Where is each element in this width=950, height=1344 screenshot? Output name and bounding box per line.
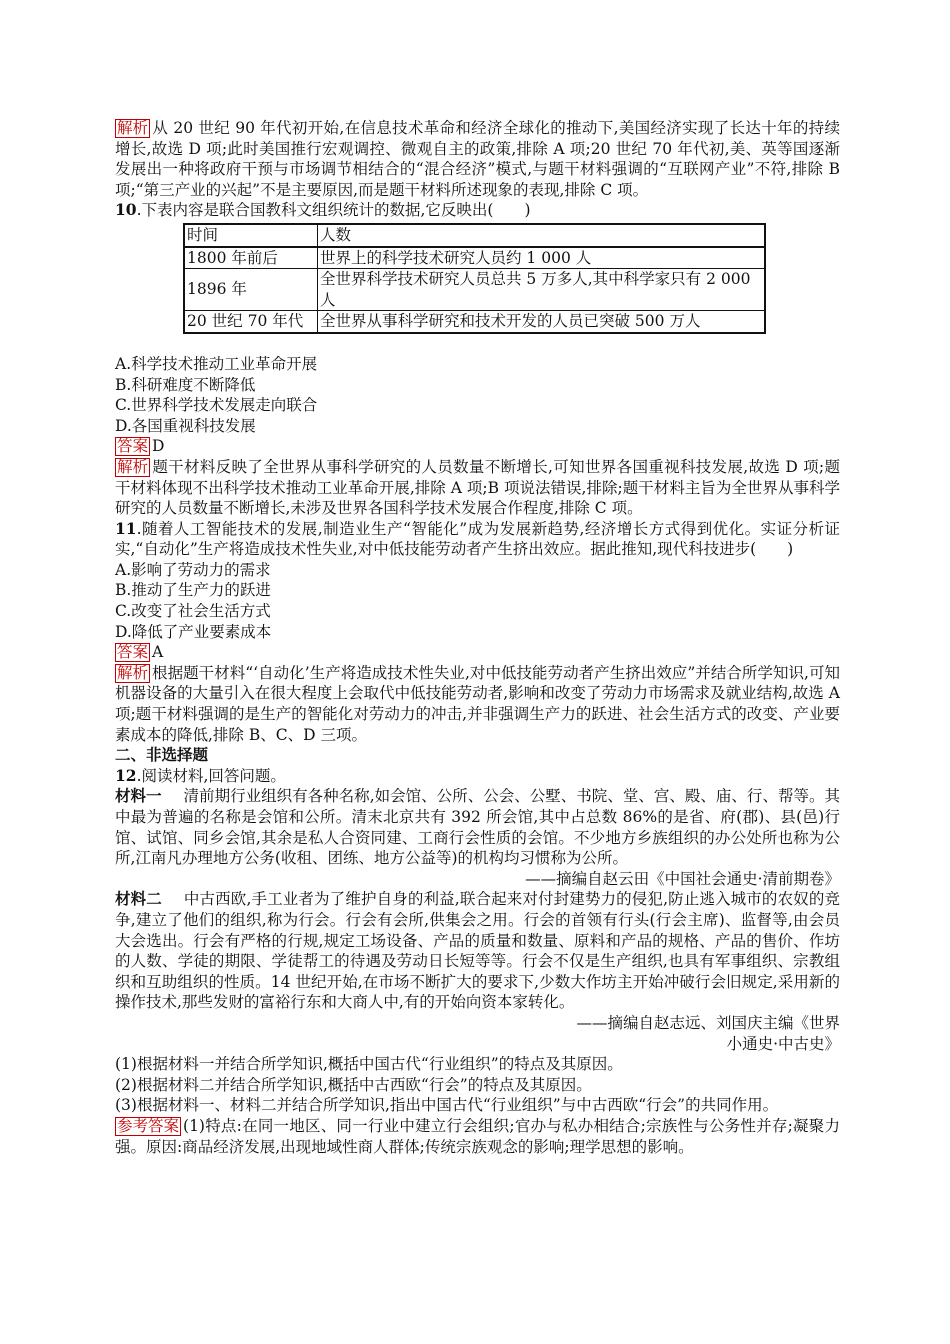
q9-analysis bbox=[115, 118, 840, 200]
q11-analysis bbox=[115, 663, 840, 745]
q12-material1 bbox=[115, 786, 840, 868]
q10-answer-value: D bbox=[152, 437, 165, 456]
table-cell-time: 1800 年前后 bbox=[184, 247, 318, 269]
material1-label: 材料一 bbox=[115, 786, 162, 806]
q11-answer bbox=[115, 642, 840, 663]
section-title: 二、非选择题 bbox=[115, 745, 209, 765]
q11-option-c: C.改变了社会生活方式 bbox=[115, 602, 271, 621]
q10-option-b: B.科研难度不断降低 bbox=[115, 375, 256, 394]
q11-answer-value: A bbox=[152, 643, 164, 662]
material1-source: ——摘编自赵云田《中国社会通史·清前期卷》 bbox=[525, 869, 840, 888]
table-header-count: 人数 bbox=[318, 224, 766, 247]
material1-text: 清前期行业组织有各种名称,如会馆、公所、公会、公墅、书院、堂、宫、殿、庙、行、帮等。其中最为普遍的名称是会馆和公所。清末北京共有 392 所会馆,其中占总数 86%的是省、府(郡)、县(邑)行馆、试馆、同乡会馆,其余是私人合资同建、工商行会性质的会馆。不少地方乡族组织的办公处所也称为公所,江南凡办理地方公务(收租、团练、地方公益等)的机构均习惯称为公所。 bbox=[115, 787, 840, 868]
table-header-time: 时间 bbox=[184, 224, 318, 247]
table-cell-count: 全世界科学技术研究人员总共 5 万多人,其中科学家只有 2 000 人 bbox=[318, 269, 766, 311]
table-cell-count: 全世界从事科学研究和技术开发的人员已突破 500 万人 bbox=[318, 311, 766, 333]
q9-analysis-text: 从 20 世纪 90 年代初开始,在信息技术革命和经济全球化的推动下,美国经济实现了长达十年的持续增长,故选 D 项;此时美国推行宏观调控、微观自主的政策,排除 A 项;20 世纪 70 年代初,美、英等国逐渐发展出一种将政府干预与市场调节相结合的“混合经济”模式,与题干材料强调的“互联网产业”不符,排除 B 项;“第三产业的兴起”不是主要原因,而是题干材料所述现象的表现,排除 C 项。 bbox=[115, 119, 840, 199]
material2-text: 中古西欧,手工业者为了维护自身的利益,联合起来对付封建势力的侵犯,防止逃入城市的农奴的竞争,建立了他们的组织,称为行会。行会有会所,供集会之用。行会的首领有行头(行会主席)、监督等,由会员大会选出。行会有严格的行规,规定工场设备、产品的质量和数量、原料和产品的规格、产品的售价、作坊的人数、学徒的期限、学徒帮工的待遇及劳动日长短等等。行会不仅是生产组织,也具有军事组织、宗教组织和互助组织的性质。14 世纪开始,在市场不断扩大的要求下,少数大作坊主开始冲破行会旧规定,采用新的操作技术,那些发财的富裕行东和大商人中,有的开始向资本家转化。 bbox=[115, 890, 840, 1012]
analysis-tag: 解析 bbox=[117, 119, 149, 137]
q11-option-b: B.推动了生产力的跃进 bbox=[115, 581, 271, 600]
q10-analysis bbox=[115, 457, 840, 519]
table-row bbox=[184, 269, 765, 311]
table-cell-count: 世界上的科学技术研究人员约 1 000 人 bbox=[318, 247, 766, 269]
q10-data-table bbox=[183, 223, 766, 334]
material2-source-line1: ——摘编自赵志远、刘国庆主编《世界 bbox=[576, 1013, 840, 1032]
material2-source-line2: 小通史·中古史》 bbox=[726, 1034, 840, 1053]
answer-tag: 答案 bbox=[117, 437, 149, 456]
q12-question-1: (1)根据材料一并结合所学知识,概括中国古代“行业组织”的特点及其原因。 bbox=[115, 1055, 623, 1074]
q11-option-a: A.影响了劳动力的需求 bbox=[115, 560, 271, 579]
q10-option-d: D.各国重视科技发展 bbox=[115, 416, 256, 435]
q10-option-a: A.科学技术推动工业革命开展 bbox=[115, 354, 318, 373]
q12-reference-answer bbox=[115, 1116, 840, 1157]
q11-number: 11 bbox=[115, 518, 137, 538]
q11-analysis-text: 根据题干材料“‘自动化’生产将造成技术性失业,对中低技能劳动者产生挤出效应”并结合所学知识,可知机器设备的大量引入在很大程度上会取代中低技能劳动者,影响和改变了劳动力市场需求及就业结构,故选 A 项;题干材料强调的是生产的智能化对劳动力的冲击,并非强调生产力的跃进、社会生活方式的改变、产业要素成本的降低,排除 B、C、D 三项。 bbox=[115, 663, 840, 744]
table-row bbox=[184, 311, 765, 333]
analysis-tag: 解析 bbox=[117, 457, 149, 476]
document-page bbox=[115, 118, 840, 1157]
q10-stem-text: .下表内容是联合国教科文组织统计的数据,它反映出( ) bbox=[136, 201, 531, 220]
analysis-tag: 解析 bbox=[117, 663, 149, 682]
q10-stem bbox=[115, 200, 840, 221]
q11-stem bbox=[115, 519, 840, 560]
q12-question-3: (3)根据材料一、材料二并结合所学知识,指出中国古代“行业组织”与中古西欧“行会”的共同作用。 bbox=[115, 1096, 779, 1115]
q10-analysis-text: 题干材料反映了全世界从事科学研究的人员数量不断增长,可知世界各国重视科技发展,故选 D 项;题干材料体现不出科学技术推动工业革命开展,排除 A 项;B 项说法错误,排除;题干材料主旨为全世界从事科学研究的人员数量不断增长,未涉及世界各国科学技术发展合作程度,排除 C 项。 bbox=[115, 457, 840, 518]
q10-option-c: C.世界科学技术发展走向联合 bbox=[115, 396, 318, 415]
table-row bbox=[184, 247, 765, 269]
table-header-row bbox=[184, 224, 765, 247]
answer-tag: 答案 bbox=[117, 643, 149, 662]
reference-answer-text: (1)特点:在同一地区、同一行业中建立行会组织;官办与私办相结合;宗族性与公务性并存;凝聚力强。原因:商品经济发展,出现地域性商人群体;传统宗族观念的影响;理学思想的影响。 bbox=[115, 1116, 840, 1156]
q12-stem bbox=[115, 766, 840, 787]
q10-answer bbox=[115, 436, 840, 457]
q12-stem-text: .阅读材料,回答问题。 bbox=[136, 766, 286, 785]
q12-question-2: (2)根据材料二并结合所学知识,概括中古西欧“行会”的特点及其原因。 bbox=[115, 1075, 592, 1094]
q12-material2 bbox=[115, 889, 840, 1013]
reference-answer-tag: 参考答案 bbox=[117, 1116, 180, 1135]
q10-number: 10 bbox=[115, 200, 137, 220]
q12-number: 12 bbox=[115, 765, 137, 785]
material2-label: 材料二 bbox=[115, 889, 162, 909]
table-cell-time: 1896 年 bbox=[184, 269, 318, 311]
table-cell-time: 20 世纪 70 年代 bbox=[184, 311, 318, 333]
q11-stem-text: .随着人工智能技术的发展,制造业生产“智能化”成为发展新趋势,经济增长方式得到优化。实证分析证实,“自动化”生产将造成技术性失业,对中低技能劳动者产生挤出效应。据此推知,现代科技进步( ) bbox=[115, 519, 840, 559]
q11-option-d: D.降低了产业要素成本 bbox=[115, 622, 272, 641]
